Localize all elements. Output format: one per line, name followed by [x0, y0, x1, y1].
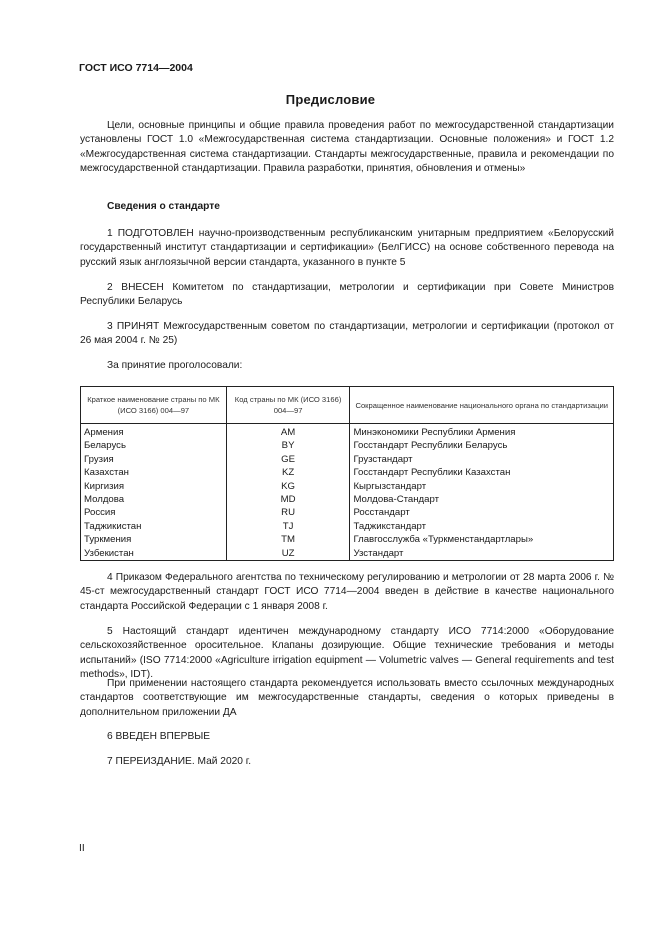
country-name-cell: Грузия [81, 453, 227, 466]
country-name-cell: Таджикистан [81, 520, 227, 533]
country-name-cell: Киргизия [81, 480, 227, 493]
country-name-cell: Туркмения [81, 533, 227, 546]
country-name-cell: Казахстан [81, 466, 227, 479]
country-code-cell: GE [226, 453, 350, 466]
page-number: II [79, 843, 85, 854]
country-name-cell: Россия [81, 506, 227, 519]
country-code-cell: TJ [226, 520, 350, 533]
item-4-text: 4 Приказом Федерального агентства по техническому регулированию и метрологии от 28 марта 2006 г. № 45-ст межгосударственный стандарт ГОСТ ИСО 7714—2004 введен в действие в качестве национального стандарта Российской Федерации с 1 января 2008 г. [80, 572, 614, 612]
country-code-cell: TM [226, 533, 350, 546]
national-body-cell: Госстандарт Республики Беларусь [350, 439, 614, 452]
country-code-cell: UZ [226, 547, 350, 561]
intro-text: Цели, основные принципы и общие правила проведения работ по межгосударственной стандартизации установлены ГОСТ 1.0 «Межгосударственная система стандартизации. Основные положения» и ГОСТ 1.2 «Межгосударственная система стандартизации. Стандарты межгосударственные, правила и рекомендации по межгосударственной стандартизации. Правила разработки, принятия, обновления и отмены» [80, 120, 614, 174]
intro-paragraph [80, 119, 614, 176]
item-6 [80, 730, 614, 744]
item-5-note [80, 677, 614, 720]
table-row [81, 439, 614, 452]
national-body-cell: Грузстандарт [350, 453, 614, 466]
table-row [81, 493, 614, 506]
table-row [81, 547, 614, 561]
item-3-text: 3 ПРИНЯТ Межгосударственным советом по стандартизации, метрологии и сертификации (протокол от 26 мая 2004 г. № 25) [80, 321, 614, 347]
item-1 [80, 227, 614, 270]
item-4 [80, 571, 614, 614]
header-country-code: Код страны по МК (ИСО 3166) 004—97 [226, 387, 350, 424]
voting-table [80, 386, 614, 561]
table-row [81, 453, 614, 466]
national-body-cell: Росстандарт [350, 506, 614, 519]
country-code-cell: MD [226, 493, 350, 506]
item-5-note-text: При применении настоящего стандарта рекомендуется использовать вместо ссылочных международных стандартов соответствующие им межгосударственные стандарты, сведения о которых приведены в дополнительном приложении ДА [80, 678, 614, 718]
national-body-cell: Минэкономики Республики Армения [350, 424, 614, 440]
country-code-cell: BY [226, 439, 350, 452]
page-title: Предисловие [285, 92, 376, 107]
item-3 [80, 320, 614, 349]
section-subtitle: Сведения о стандарте [107, 201, 220, 212]
item-5-text: 5 Настоящий стандарт идентичен международному стандарту ИСО 7714:2000 «Оборудование сельскохозяйственное оросительное. Клапаны дозирующие. Общие технические требования и методы испытаний» (ISO 7714:2000 «Agriculture irrigation equipment — Volumetric valves — General requirements and test methods», IDT). [80, 626, 614, 680]
country-name-cell: Молдова [81, 493, 227, 506]
country-code-cell: KZ [226, 466, 350, 479]
national-body-cell: Главгосслужба «Туркменстандартлары» [350, 533, 614, 546]
table-row [81, 520, 614, 533]
item-1-text: 1 ПОДГОТОВЛЕН научно-производственным республиканским унитарным предприятием «Белорусский государственный институт стандартизации и сертификации» (БелГИСС) на основе собственного перевода на русский язык англоязычной версии стандарта, указанного в пункте 5 [80, 228, 614, 268]
country-name-cell: Армения [81, 424, 227, 440]
item-6-text: 6 ВВЕДЕН ВПЕРВЫЕ [107, 731, 211, 742]
item-7 [80, 755, 614, 769]
table-header-row [81, 387, 614, 424]
table-row [81, 506, 614, 519]
country-name-cell: Беларусь [81, 439, 227, 452]
vote-label-text: За принятие проголосовали: [107, 360, 243, 371]
document-code: ГОСТ ИСО 7714—2004 [79, 62, 193, 74]
national-body-cell: Молдова-Стандарт [350, 493, 614, 506]
country-code-cell: KG [226, 480, 350, 493]
item-2-text: 2 ВНЕСЕН Комитетом по стандартизации, метрологии и сертификации при Совете Министров Республики Беларусь [80, 282, 614, 308]
national-body-cell: Таджикстандарт [350, 520, 614, 533]
table-row [81, 424, 614, 440]
header-national-body: Сокращенное наименование национального органа по стандартизации [350, 387, 614, 424]
item-2 [80, 281, 614, 310]
table-row [81, 480, 614, 493]
national-body-cell: Кыргызстандарт [350, 480, 614, 493]
national-body-cell: Госстандарт Республики Казахстан [350, 466, 614, 479]
table-row [81, 466, 614, 479]
item-5 [80, 625, 614, 682]
item-7-text: 7 ПЕРЕИЗДАНИЕ. Май 2020 г. [107, 756, 252, 767]
vote-label [80, 359, 614, 373]
country-code-cell: AM [226, 424, 350, 440]
national-body-cell: Узстандарт [350, 547, 614, 561]
country-name-cell: Узбекистан [81, 547, 227, 561]
table-row [81, 533, 614, 546]
country-code-cell: RU [226, 506, 350, 519]
header-country-name: Краткое наименование страны по МК (ИСО 3166) 004—97 [81, 387, 227, 424]
